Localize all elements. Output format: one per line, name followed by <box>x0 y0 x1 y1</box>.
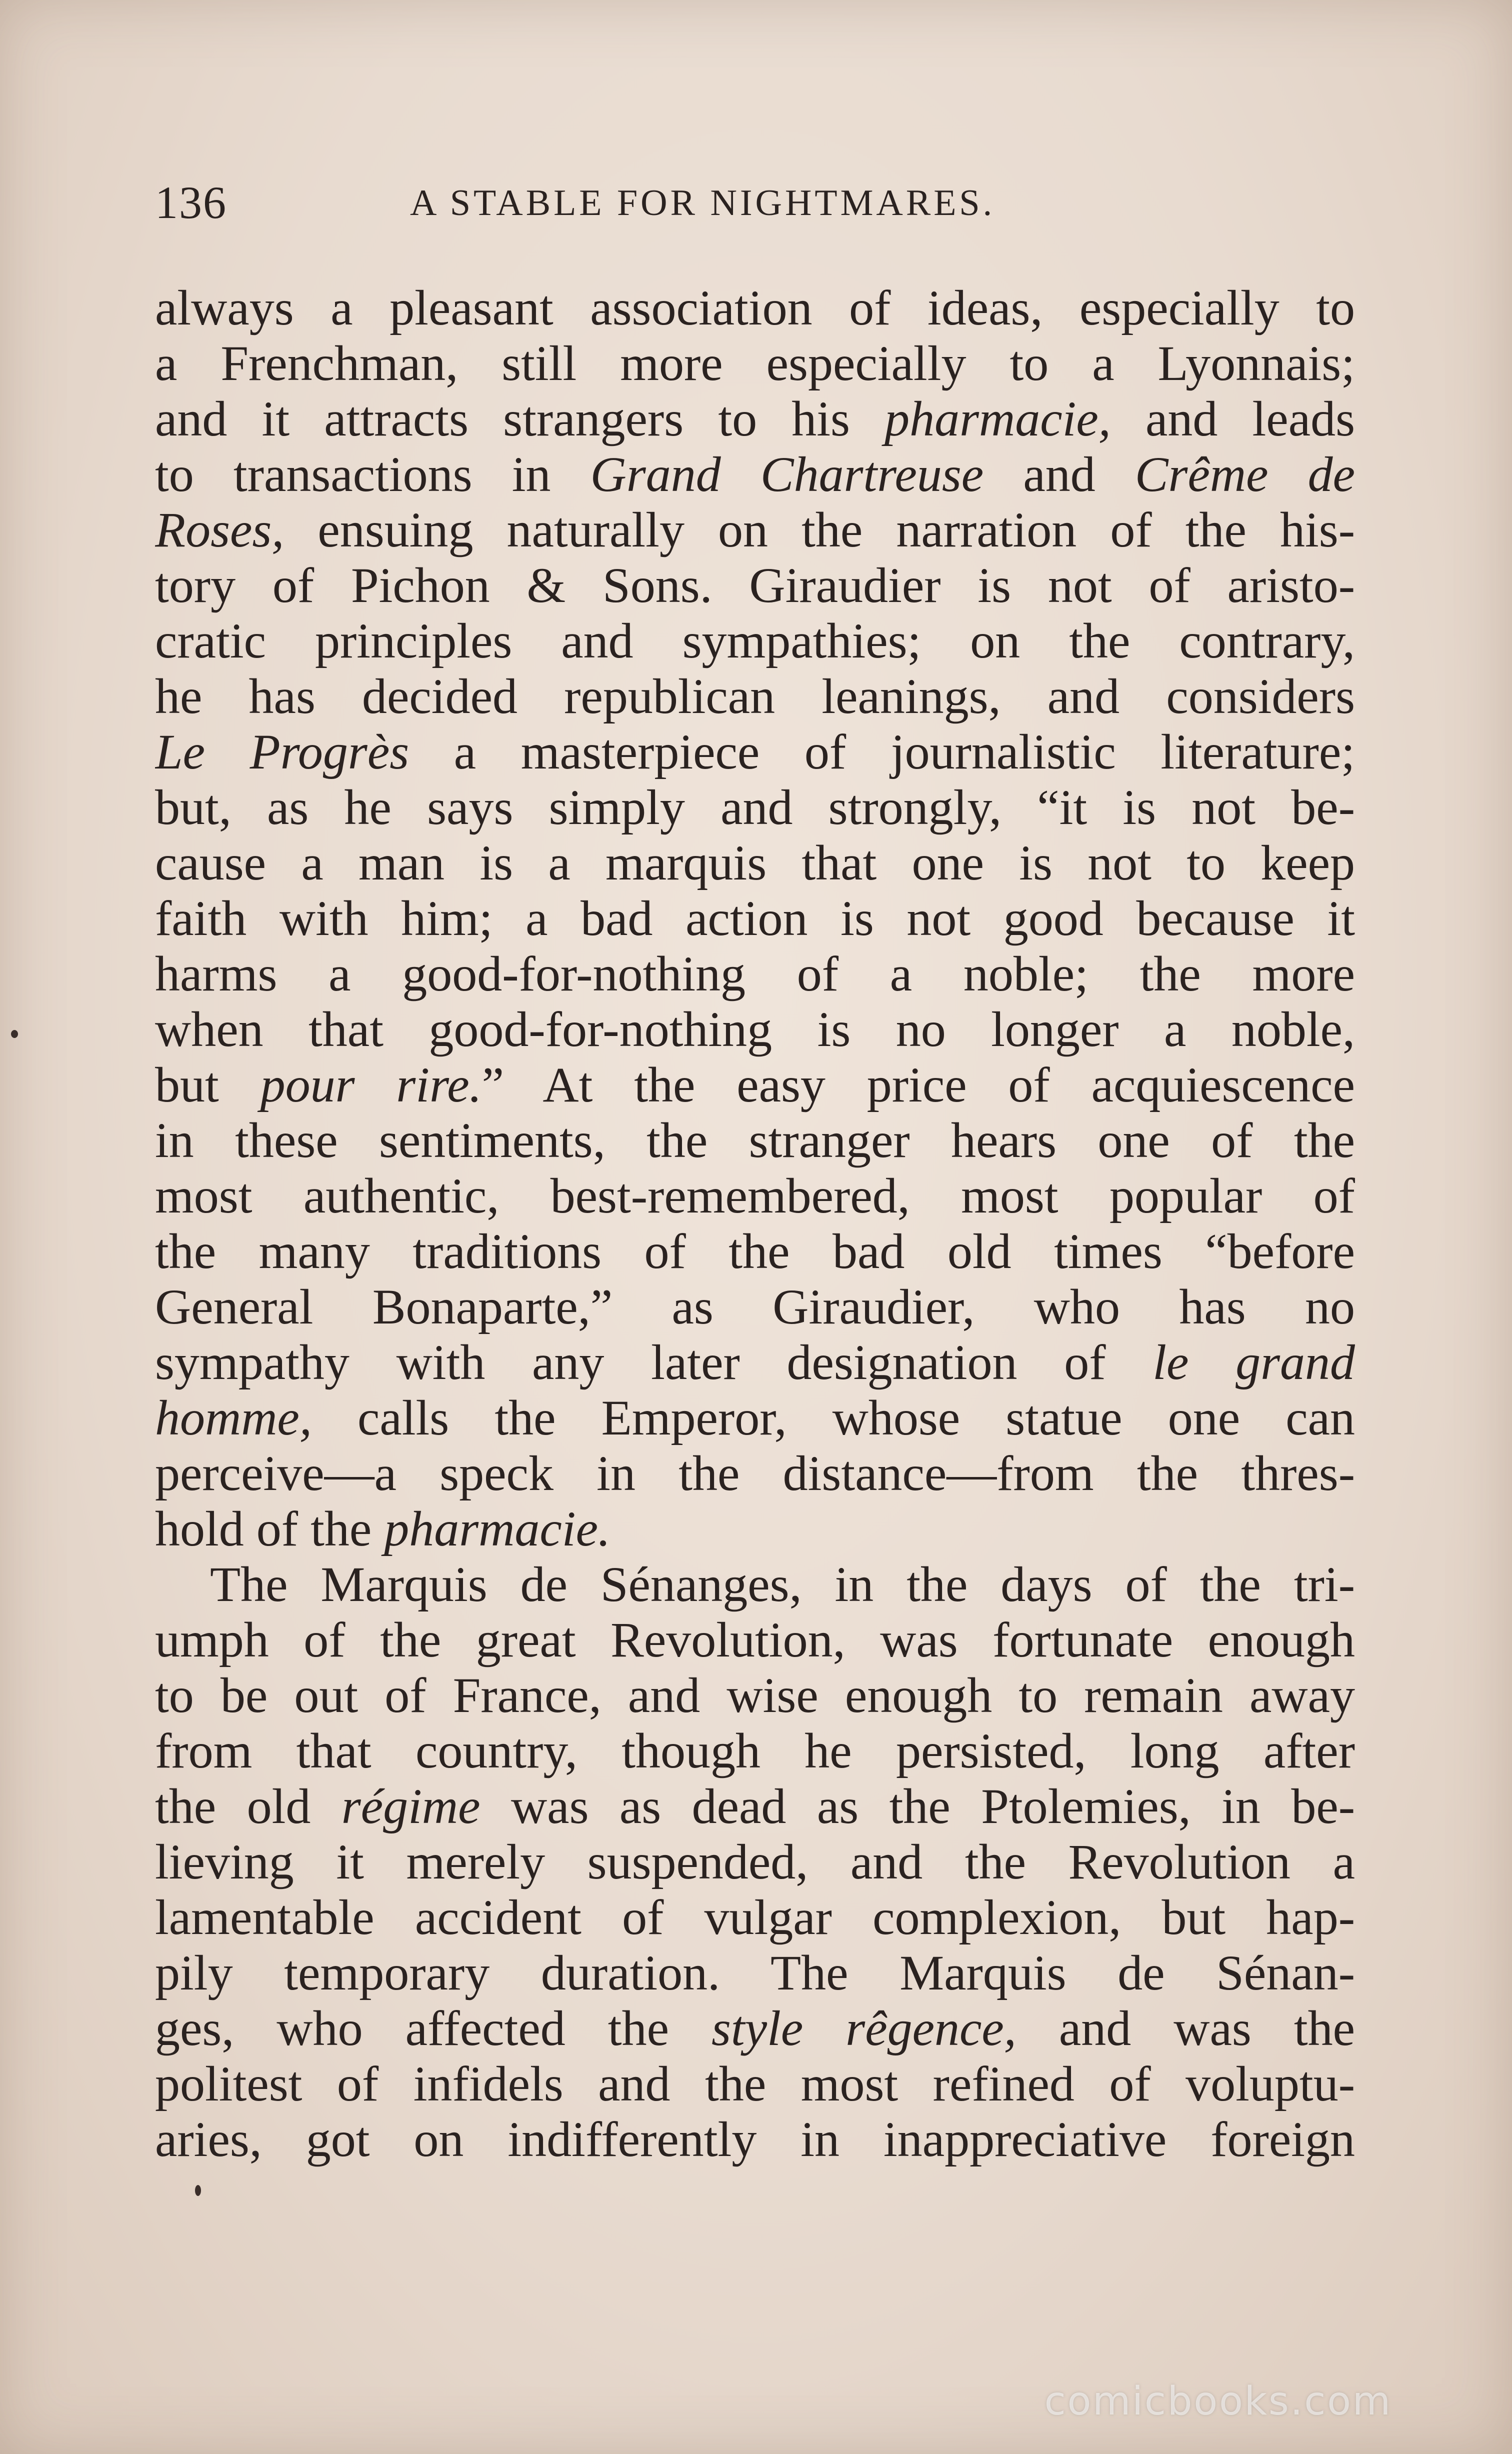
text-line <box>155 1556 1355 1612</box>
italic-text-segment: Grand Chartreuse <box>590 446 984 502</box>
text-segment: cratic principles and sympathies; on the contrary, <box>155 613 1355 668</box>
text-line <box>155 835 1355 890</box>
page-number: 136 <box>155 177 227 228</box>
text-line <box>155 446 1355 502</box>
text-segment: and <box>984 446 1135 502</box>
text-line <box>155 1002 1355 1057</box>
text-segment: a masterpiece of journalistic literature; <box>409 724 1355 780</box>
text-line <box>155 2056 1355 2112</box>
italic-text-segment: régime <box>341 1778 480 1834</box>
text-segment: faith with him; a bad action is not good because it <box>155 890 1355 946</box>
text-line <box>155 558 1355 613</box>
text-line <box>155 1778 1355 1834</box>
text-line <box>155 1390 1355 1446</box>
text-segment: when that good-for-nothing is no longer a noble, <box>155 1002 1355 1057</box>
text-segment: calls the Emperor, whose statue one can <box>312 1390 1355 1446</box>
text-segment: perceive—a speck in the distance—from the thres- <box>155 1446 1355 1501</box>
text-line <box>155 2000 1355 2056</box>
text-segment: the old <box>155 1778 342 1834</box>
text-line <box>155 1446 1355 1501</box>
text-line <box>155 1279 1355 1334</box>
text-segment: lamentable accident of vulgar complexion, but hap- <box>155 1890 1355 1945</box>
body-text <box>155 280 1355 2167</box>
text-line <box>155 946 1355 1002</box>
text-segment: most authentic, best-remembered, most popular of <box>155 1168 1355 1224</box>
text-segment: but, as he says simply and strongly, “it is not be- <box>155 780 1355 835</box>
text-line <box>155 1945 1355 2000</box>
text-segment: but <box>155 1057 260 1112</box>
text-segment: a Frenchman, still more especially to a Lyonnais; <box>155 336 1355 391</box>
italic-text-segment: pour rire. <box>260 1057 482 1112</box>
text-segment: The Marquis de Sénanges, in the days of the tri- <box>210 1556 1355 1612</box>
watermark: comicbooks.com <box>1044 2379 1392 2424</box>
text-segment: from that country, though he persisted, long after <box>155 1723 1355 1778</box>
text-line <box>155 780 1355 835</box>
text-line <box>155 1668 1355 1723</box>
text-line <box>155 1501 1355 1556</box>
text-segment: always a pleasant association of ideas, especially to <box>155 280 1355 336</box>
italic-text-segment: le grand <box>1152 1334 1355 1390</box>
text-segment: umph of the great Revolution, was fortunate enough <box>155 1612 1355 1668</box>
text-line <box>155 724 1355 780</box>
text-segment: the many traditions of the bad old times “before <box>155 1224 1355 1279</box>
text-segment: ges, who affected the <box>155 2000 712 2056</box>
text-line <box>155 1723 1355 1778</box>
text-segment: to transactions in <box>155 446 590 502</box>
text-line <box>155 1834 1355 1890</box>
text-line <box>155 1612 1355 1668</box>
text-segment: he has decided republican leanings, and considers <box>155 668 1355 724</box>
text-segment: and was the <box>1016 2000 1355 2056</box>
running-title: A STABLE FOR NIGHTMARES. <box>410 182 996 224</box>
text-segment: aries, got on indifferently in inappreciative foreign <box>155 2112 1355 2167</box>
text-segment: tory of Pichon & Sons. Giraudier is not of aristo- <box>155 558 1355 613</box>
text-segment: pily temporary duration. The Marquis de Sénan- <box>155 1945 1355 2000</box>
text-segment: to be out of France, and wise enough to remain away <box>155 1668 1355 1723</box>
italic-text-segment: Crême de <box>1134 446 1355 502</box>
text-segment: was as dead as the Ptolemies, in be- <box>480 1778 1355 1834</box>
text-segment: and leads <box>1110 391 1355 446</box>
text-segment: ” At the easy price of acquiescence <box>482 1057 1355 1112</box>
text-segment: cause a man is a marquis that one is not to keep <box>155 835 1355 890</box>
text-segment: harms a good-for-nothing of a noble; the more <box>155 946 1355 1002</box>
text-line <box>155 280 1355 336</box>
text-line <box>155 1890 1355 1945</box>
italic-text-segment: Roses, <box>155 502 284 558</box>
text-segment: lieving it merely suspended, and the Revolution a <box>155 1834 1355 1890</box>
text-segment: General Bonaparte,” as Giraudier, who has no <box>155 1279 1355 1334</box>
ink-speck <box>11 1030 18 1038</box>
text-line <box>155 613 1355 668</box>
page-header <box>155 176 1355 236</box>
text-line <box>155 336 1355 391</box>
text-line <box>155 890 1355 946</box>
text-line <box>155 668 1355 724</box>
text-line <box>155 1224 1355 1279</box>
italic-text-segment: Le Progrès <box>155 724 410 780</box>
text-segment: and it attracts strangers to his <box>155 391 885 446</box>
text-segment: hold of the <box>155 1501 384 1556</box>
text-line <box>155 391 1355 446</box>
text-segment: politest of infidels and the most refined of voluptu- <box>155 2056 1355 2112</box>
text-line <box>155 1168 1355 1224</box>
italic-text-segment: style rêgence, <box>712 2000 1016 2056</box>
text-segment: sympathy with any later designation of <box>155 1334 1153 1390</box>
text-line <box>155 502 1355 558</box>
italic-text-segment: pharmacie, <box>884 391 1111 446</box>
text-line <box>155 1112 1355 1168</box>
ink-speck <box>195 2185 201 2196</box>
text-segment: ensuing naturally on the narration of the his- <box>284 502 1355 558</box>
text-line <box>155 1057 1355 1112</box>
text-line <box>155 2112 1355 2167</box>
text-segment: in these sentiments, the stranger hears one of the <box>155 1112 1355 1168</box>
italic-text-segment: homme, <box>155 1390 312 1446</box>
text-line <box>155 1334 1355 1390</box>
italic-text-segment: pharmacie. <box>384 1501 610 1556</box>
